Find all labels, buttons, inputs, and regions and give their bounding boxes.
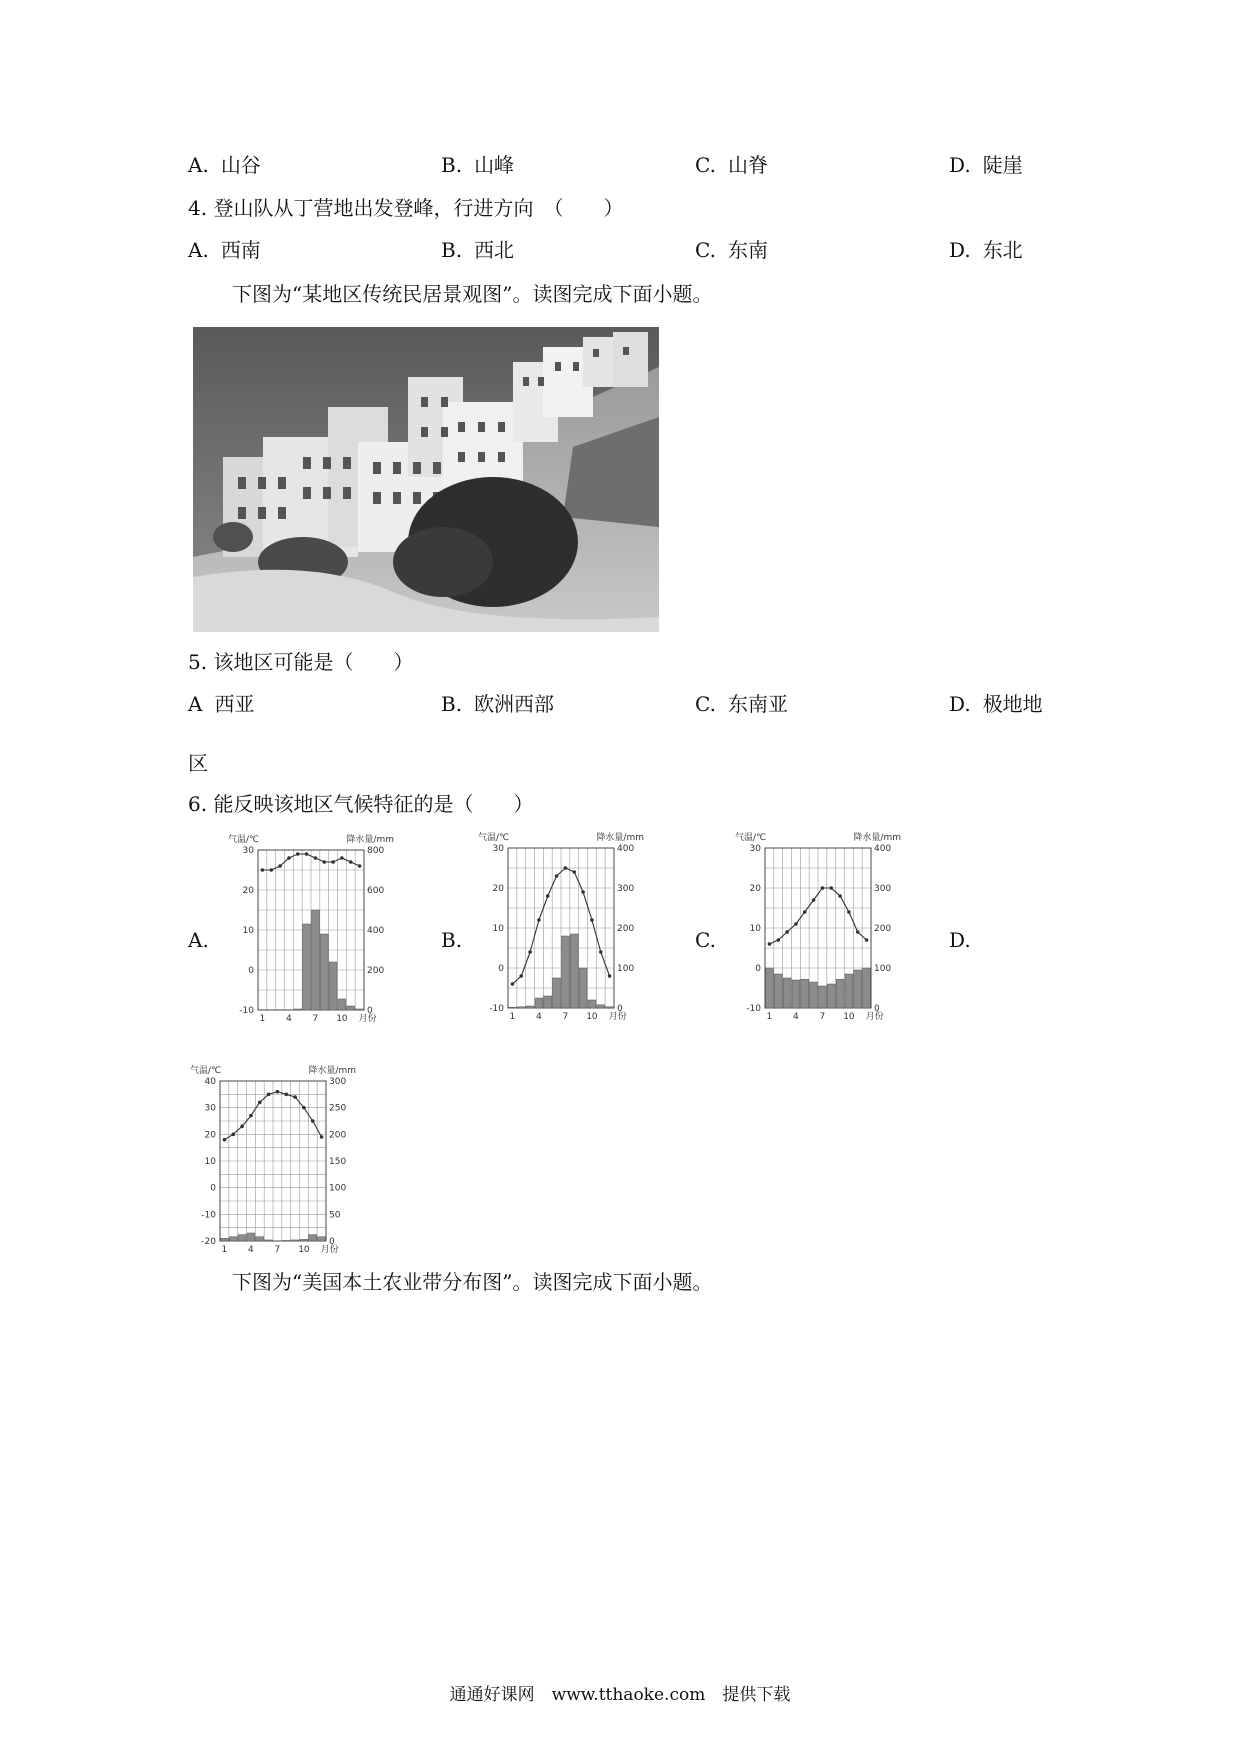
precip-bar (221, 1238, 229, 1241)
temp-tick-label: 20 (242, 886, 254, 896)
month-tick-label: 4 (286, 1014, 292, 1024)
month-tick-label: 10 (298, 1245, 310, 1255)
precip-tick-label: 100 (874, 964, 892, 974)
temp-point (856, 930, 860, 934)
precip-tick-label: 50 (329, 1210, 341, 1221)
q4-option-c: C. 东南 (695, 238, 768, 262)
q5-option-c: C. 东南亚 (695, 692, 788, 716)
temp-point (296, 852, 300, 856)
temp-point (608, 974, 612, 978)
precip-bar (836, 979, 844, 1008)
q4-stem: 4. 登山队从丁营地出发登峰，行进方向 （ ） (188, 196, 624, 220)
precip-bar (562, 936, 570, 1008)
month-axis-title: 月份 (865, 1012, 884, 1022)
temp-point (223, 1138, 227, 1142)
temp-tick-label: 30 (749, 844, 761, 854)
temp-tick-label: 20 (204, 1130, 216, 1141)
temp-point (546, 894, 550, 898)
temp-point (349, 860, 353, 864)
intro-dwelling-landscape: 下图为“某地区传统民居景观图”。读图完成下面小题。 (232, 282, 713, 306)
precip-tick-label: 200 (329, 1130, 347, 1141)
temp-point (322, 860, 326, 864)
temp-point (847, 910, 851, 914)
temp-tick-label: 40 (204, 1077, 216, 1087)
precip-bar (338, 999, 346, 1010)
q6-label-a: A. (188, 928, 209, 952)
temp-tick-label: 30 (242, 846, 254, 856)
q6-label-d: D. (949, 928, 971, 952)
precip-tick-label: 600 (367, 886, 385, 896)
precip-bar (854, 970, 862, 1008)
month-axis-title: 月份 (358, 1014, 377, 1024)
temp-point (519, 974, 523, 978)
temp-point (821, 886, 825, 890)
precip-tick-label: 300 (329, 1077, 347, 1087)
precip-bar (588, 1000, 596, 1008)
temp-tick-label: 0 (498, 964, 504, 974)
precip-tick-label: 300 (874, 884, 892, 894)
temp-point (278, 864, 282, 868)
page-footer: 通通好课网 www.tthaoke.com 提供下载 (449, 1685, 791, 1705)
precip-bar (774, 974, 782, 1008)
temp-point (331, 860, 335, 864)
precip-tick-label: 400 (617, 844, 635, 854)
month-tick-label: 1 (509, 1012, 516, 1022)
precip-axis-title: 降水量/mm (346, 835, 394, 845)
temp-point (311, 1119, 315, 1123)
temp-axis-title: 气温/℃ (190, 1066, 222, 1076)
temp-point (240, 1125, 244, 1129)
temp-point (320, 1135, 324, 1139)
precip-bar (303, 924, 311, 1010)
temp-point (537, 918, 541, 922)
temp-tick-label: 0 (755, 964, 761, 974)
precip-bar (294, 1009, 302, 1010)
month-tick-label: 7 (819, 1012, 826, 1022)
precip-bar (300, 1239, 308, 1241)
precip-tick-label: 0 (617, 1004, 623, 1014)
temp-point (599, 950, 603, 954)
temp-point (803, 910, 807, 914)
climate-chart-a (226, 832, 396, 1036)
temp-point (267, 1093, 271, 1097)
q6-label-c: C. (695, 928, 716, 952)
temp-point (785, 930, 789, 934)
temp-point (340, 856, 344, 860)
precip-tick-label: 100 (617, 964, 635, 974)
temp-point (284, 1093, 288, 1097)
temp-point (572, 870, 576, 874)
temp-point (305, 852, 309, 856)
month-tick-label: 1 (221, 1245, 228, 1255)
temp-point (865, 938, 869, 942)
precip-bar (238, 1235, 246, 1241)
temp-point (528, 950, 532, 954)
temp-axis-title: 气温/℃ (735, 833, 767, 843)
temp-point (838, 894, 842, 898)
q4-option-b: B. 西北 (441, 238, 515, 262)
q3-option-c: C. 山脊 (695, 153, 768, 177)
precip-bar (309, 1235, 317, 1241)
precip-bar (766, 968, 774, 1008)
precip-tick-label: 0 (367, 1006, 373, 1016)
precip-bar (570, 934, 578, 1008)
precip-bar (553, 978, 561, 1008)
temp-point (829, 886, 833, 890)
climate-chart-c (733, 830, 903, 1034)
precip-bar (256, 1237, 264, 1241)
dwelling-landscape-photo (193, 327, 659, 632)
temp-point (812, 898, 816, 902)
q5-option-d: D. 极地地 (949, 692, 1043, 716)
temp-tick-label: -10 (239, 1006, 254, 1016)
temp-axis-title: 气温/℃ (478, 833, 510, 843)
temp-tick-label: -10 (489, 1004, 504, 1014)
precip-bar (265, 1240, 273, 1241)
temp-point (231, 1133, 235, 1137)
temp-tick-label: -20 (201, 1237, 216, 1247)
temp-point (258, 1101, 262, 1105)
precip-bar (792, 980, 800, 1008)
temp-tick-label: 0 (248, 966, 254, 976)
q6-label-b: B. (441, 928, 463, 952)
precip-bar (819, 986, 827, 1008)
precip-bar (597, 1005, 605, 1008)
precip-bar (544, 996, 552, 1008)
precip-bar (526, 1006, 534, 1008)
precip-tick-label: 400 (367, 926, 385, 936)
precip-bar (517, 1007, 525, 1008)
temp-tick-label: 10 (242, 926, 254, 936)
precip-axis-title: 降水量/mm (596, 833, 644, 843)
q6-stem: 6. 能反映该地区气候特征的是（ ） (188, 792, 534, 816)
precip-tick-label: 200 (617, 924, 635, 934)
precip-bar (320, 934, 328, 1010)
q3-option-a: A. 山谷 (188, 153, 261, 177)
temp-tick-label: 20 (492, 884, 504, 894)
precip-bar (229, 1237, 237, 1241)
precip-bar (356, 1009, 364, 1010)
month-tick-label: 10 (843, 1012, 855, 1022)
precip-bar (329, 962, 337, 1010)
temp-point (293, 1095, 297, 1099)
month-tick-label: 1 (766, 1012, 773, 1022)
precip-bar (863, 968, 871, 1008)
q5-option-a: A 西亚 (188, 692, 255, 716)
temp-tick-label: 30 (204, 1103, 216, 1114)
precip-tick-label: 0 (329, 1237, 335, 1247)
temp-point (302, 1106, 306, 1110)
precip-tick-label: 800 (367, 846, 385, 856)
precip-tick-label: 200 (874, 924, 892, 934)
precip-tick-label: 0 (874, 1004, 880, 1014)
climate-chart-b (476, 830, 646, 1034)
precip-bar (282, 1240, 290, 1241)
precip-tick-label: 400 (874, 844, 892, 854)
temp-tick-label: 30 (492, 844, 504, 854)
temp-tick-label: 20 (749, 884, 761, 894)
precip-bar (827, 984, 835, 1008)
temp-point (358, 864, 362, 868)
precip-bar (535, 998, 543, 1008)
precip-axis-title: 降水量/mm (853, 833, 901, 843)
temp-point (564, 866, 568, 870)
precip-bar (312, 910, 320, 1010)
temp-point (261, 868, 265, 872)
temp-point (314, 856, 318, 860)
precip-tick-label: 250 (329, 1103, 347, 1114)
month-tick-label: 1 (259, 1014, 266, 1024)
temp-axis-title: 气温/℃ (228, 835, 260, 845)
temp-tick-label: 10 (749, 924, 761, 934)
precip-bar (810, 982, 818, 1008)
month-axis-title: 月份 (608, 1012, 627, 1022)
precip-axis-title: 降水量/mm (308, 1066, 356, 1076)
month-tick-label: 4 (248, 1245, 254, 1255)
precip-tick-label: 300 (617, 884, 635, 894)
month-tick-label: 4 (536, 1012, 542, 1022)
temp-point (511, 982, 515, 986)
q5-stem: 5. 该地区可能是（ ） (188, 650, 414, 674)
temp-point (794, 922, 798, 926)
temp-point (287, 856, 291, 860)
precip-bar (247, 1233, 255, 1241)
q5-option-b: B. 欧洲西部 (441, 692, 555, 716)
month-tick-label: 7 (312, 1014, 319, 1024)
climate-chart-d (188, 1063, 358, 1267)
temp-tick-label: 10 (204, 1157, 216, 1167)
precip-tick-label: 100 (329, 1183, 347, 1194)
temp-tick-label: -10 (201, 1210, 216, 1221)
month-tick-label: 10 (336, 1014, 348, 1024)
temp-point (555, 874, 559, 878)
temp-tick-label: 0 (210, 1183, 216, 1194)
precip-bar (606, 1007, 614, 1008)
temp-point (768, 942, 772, 946)
month-tick-label: 7 (562, 1012, 569, 1022)
precip-bar (291, 1240, 299, 1241)
month-axis-title: 月份 (320, 1245, 339, 1255)
q5-option-d-wrap: 区 (188, 751, 208, 775)
q4-option-a: A. 西南 (188, 238, 261, 262)
temp-point (590, 918, 594, 922)
temp-tick-label: 10 (492, 924, 504, 934)
month-tick-label: 7 (274, 1245, 281, 1255)
temp-point (269, 868, 273, 872)
precip-bar (509, 1007, 517, 1008)
temp-point (249, 1114, 253, 1118)
month-tick-label: 4 (793, 1012, 799, 1022)
intro-us-agriculture-belts: 下图为“美国本土农业带分布图”。读图完成下面小题。 (232, 1270, 713, 1294)
temp-point (581, 890, 585, 894)
precip-bar (318, 1237, 326, 1241)
temp-point (776, 938, 780, 942)
precip-tick-label: 150 (329, 1157, 347, 1167)
q3-option-b: B. 山峰 (441, 153, 515, 177)
q3-option-d: D. 陡崖 (949, 153, 1023, 177)
precip-bar (845, 974, 853, 1008)
temp-tick-label: -10 (746, 1004, 761, 1014)
q4-option-d: D. 东北 (949, 238, 1023, 262)
precip-bar (801, 979, 809, 1008)
precip-bar (347, 1006, 355, 1010)
month-tick-label: 10 (586, 1012, 598, 1022)
temp-point (276, 1090, 280, 1094)
precip-bar (783, 978, 791, 1008)
precip-bar (579, 968, 587, 1008)
precip-tick-label: 200 (367, 966, 385, 976)
